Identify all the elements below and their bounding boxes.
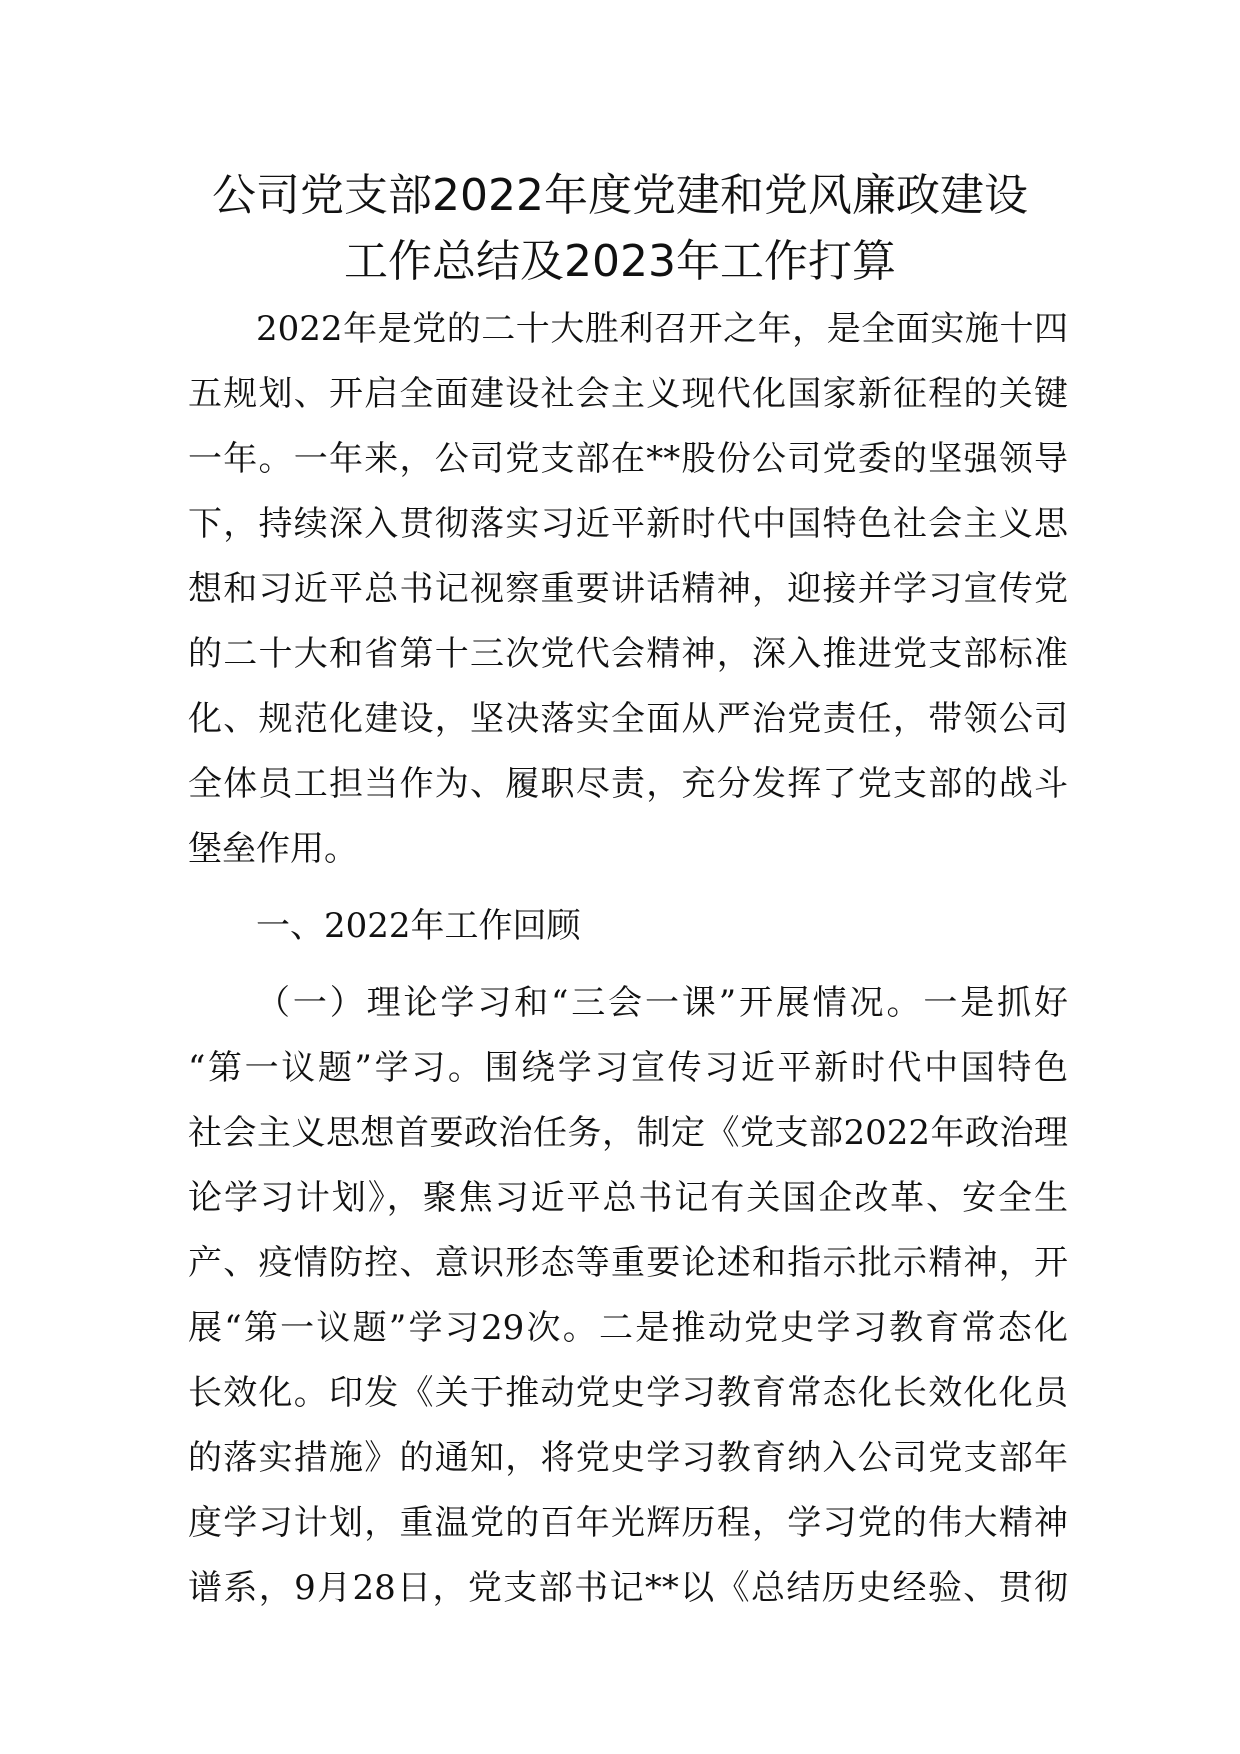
- intro-paragraph-line: 五规划、开启全面建设社会主义现代化国家新征程的关键: [188, 374, 1068, 414]
- section-paragraph-line: （一）理论学习和“三会一课”开展情况。一是抓好: [256, 983, 1068, 1023]
- intro-paragraph-line: 全体员工担当作为、履职尽责，充分发挥了党支部的战斗: [188, 764, 1068, 804]
- intro-paragraph-line: 想和习近平总书记视察重要讲话精神，迎接并学习宣传党: [188, 569, 1068, 609]
- intro-paragraph-line: 下，持续深入贯彻落实习近平新时代中国特色社会主义思: [188, 504, 1068, 544]
- paragraph-gap: [188, 882, 1068, 894]
- section-paragraph-line: 展“第一议题”学习29次。二是推动党史学习教育常态化: [188, 1308, 1068, 1348]
- intro-paragraph-line: 的二十大和省第十三次党代会精神，深入推进党支部标准: [188, 634, 1068, 674]
- intro-paragraph-line: 堡垒作用。: [188, 829, 358, 869]
- section-paragraph-line: 长效化。印发《关于推动党史学习教育常态化长效化化员: [188, 1373, 1068, 1413]
- intro-paragraph-line: 一年。一年来，公司党支部在**股份公司党委的坚强领导: [188, 439, 1068, 479]
- section-paragraph-line: “第一议题”学习。围绕学习宣传习近平新时代中国特色: [188, 1048, 1068, 1088]
- section-paragraph-line: 论学习计划》，聚焦习近平总书记有关国企改革、安全生: [188, 1178, 1068, 1218]
- section-heading: 一、2022年工作回顾: [256, 906, 581, 946]
- paragraph-gap: [188, 959, 1068, 971]
- section-paragraph-line: 产、疫情防控、意识形态等重要论述和指示批示精神，开: [188, 1243, 1068, 1283]
- document-title-line-1: 公司党支部2022年度党建和党风廉政建设: [212, 170, 1028, 221]
- document-title-line-2: 工作总结及2023年工作打算: [344, 236, 896, 287]
- intro-paragraph-line: 2022年是党的二十大胜利召开之年，是全面实施十四: [256, 309, 1068, 349]
- section-paragraph-line: 的落实措施》的通知，将党史学习教育纳入公司党支部年: [188, 1438, 1068, 1478]
- document-body: [188, 297, 1068, 1621]
- section-paragraph-line: 谱系，9月28日，党支部书记**以《总结历史经验、贯彻: [188, 1568, 1068, 1608]
- intro-paragraph-line: 化、规范化建设，坚决落实全面从严治党责任，带领公司: [188, 699, 1068, 739]
- section-paragraph-line: 社会主义思想首要政治任务，制定《党支部2022年政治理: [188, 1113, 1068, 1153]
- section-paragraph-line: 度学习计划，重温党的百年光辉历程，学习党的伟大精神: [188, 1503, 1068, 1543]
